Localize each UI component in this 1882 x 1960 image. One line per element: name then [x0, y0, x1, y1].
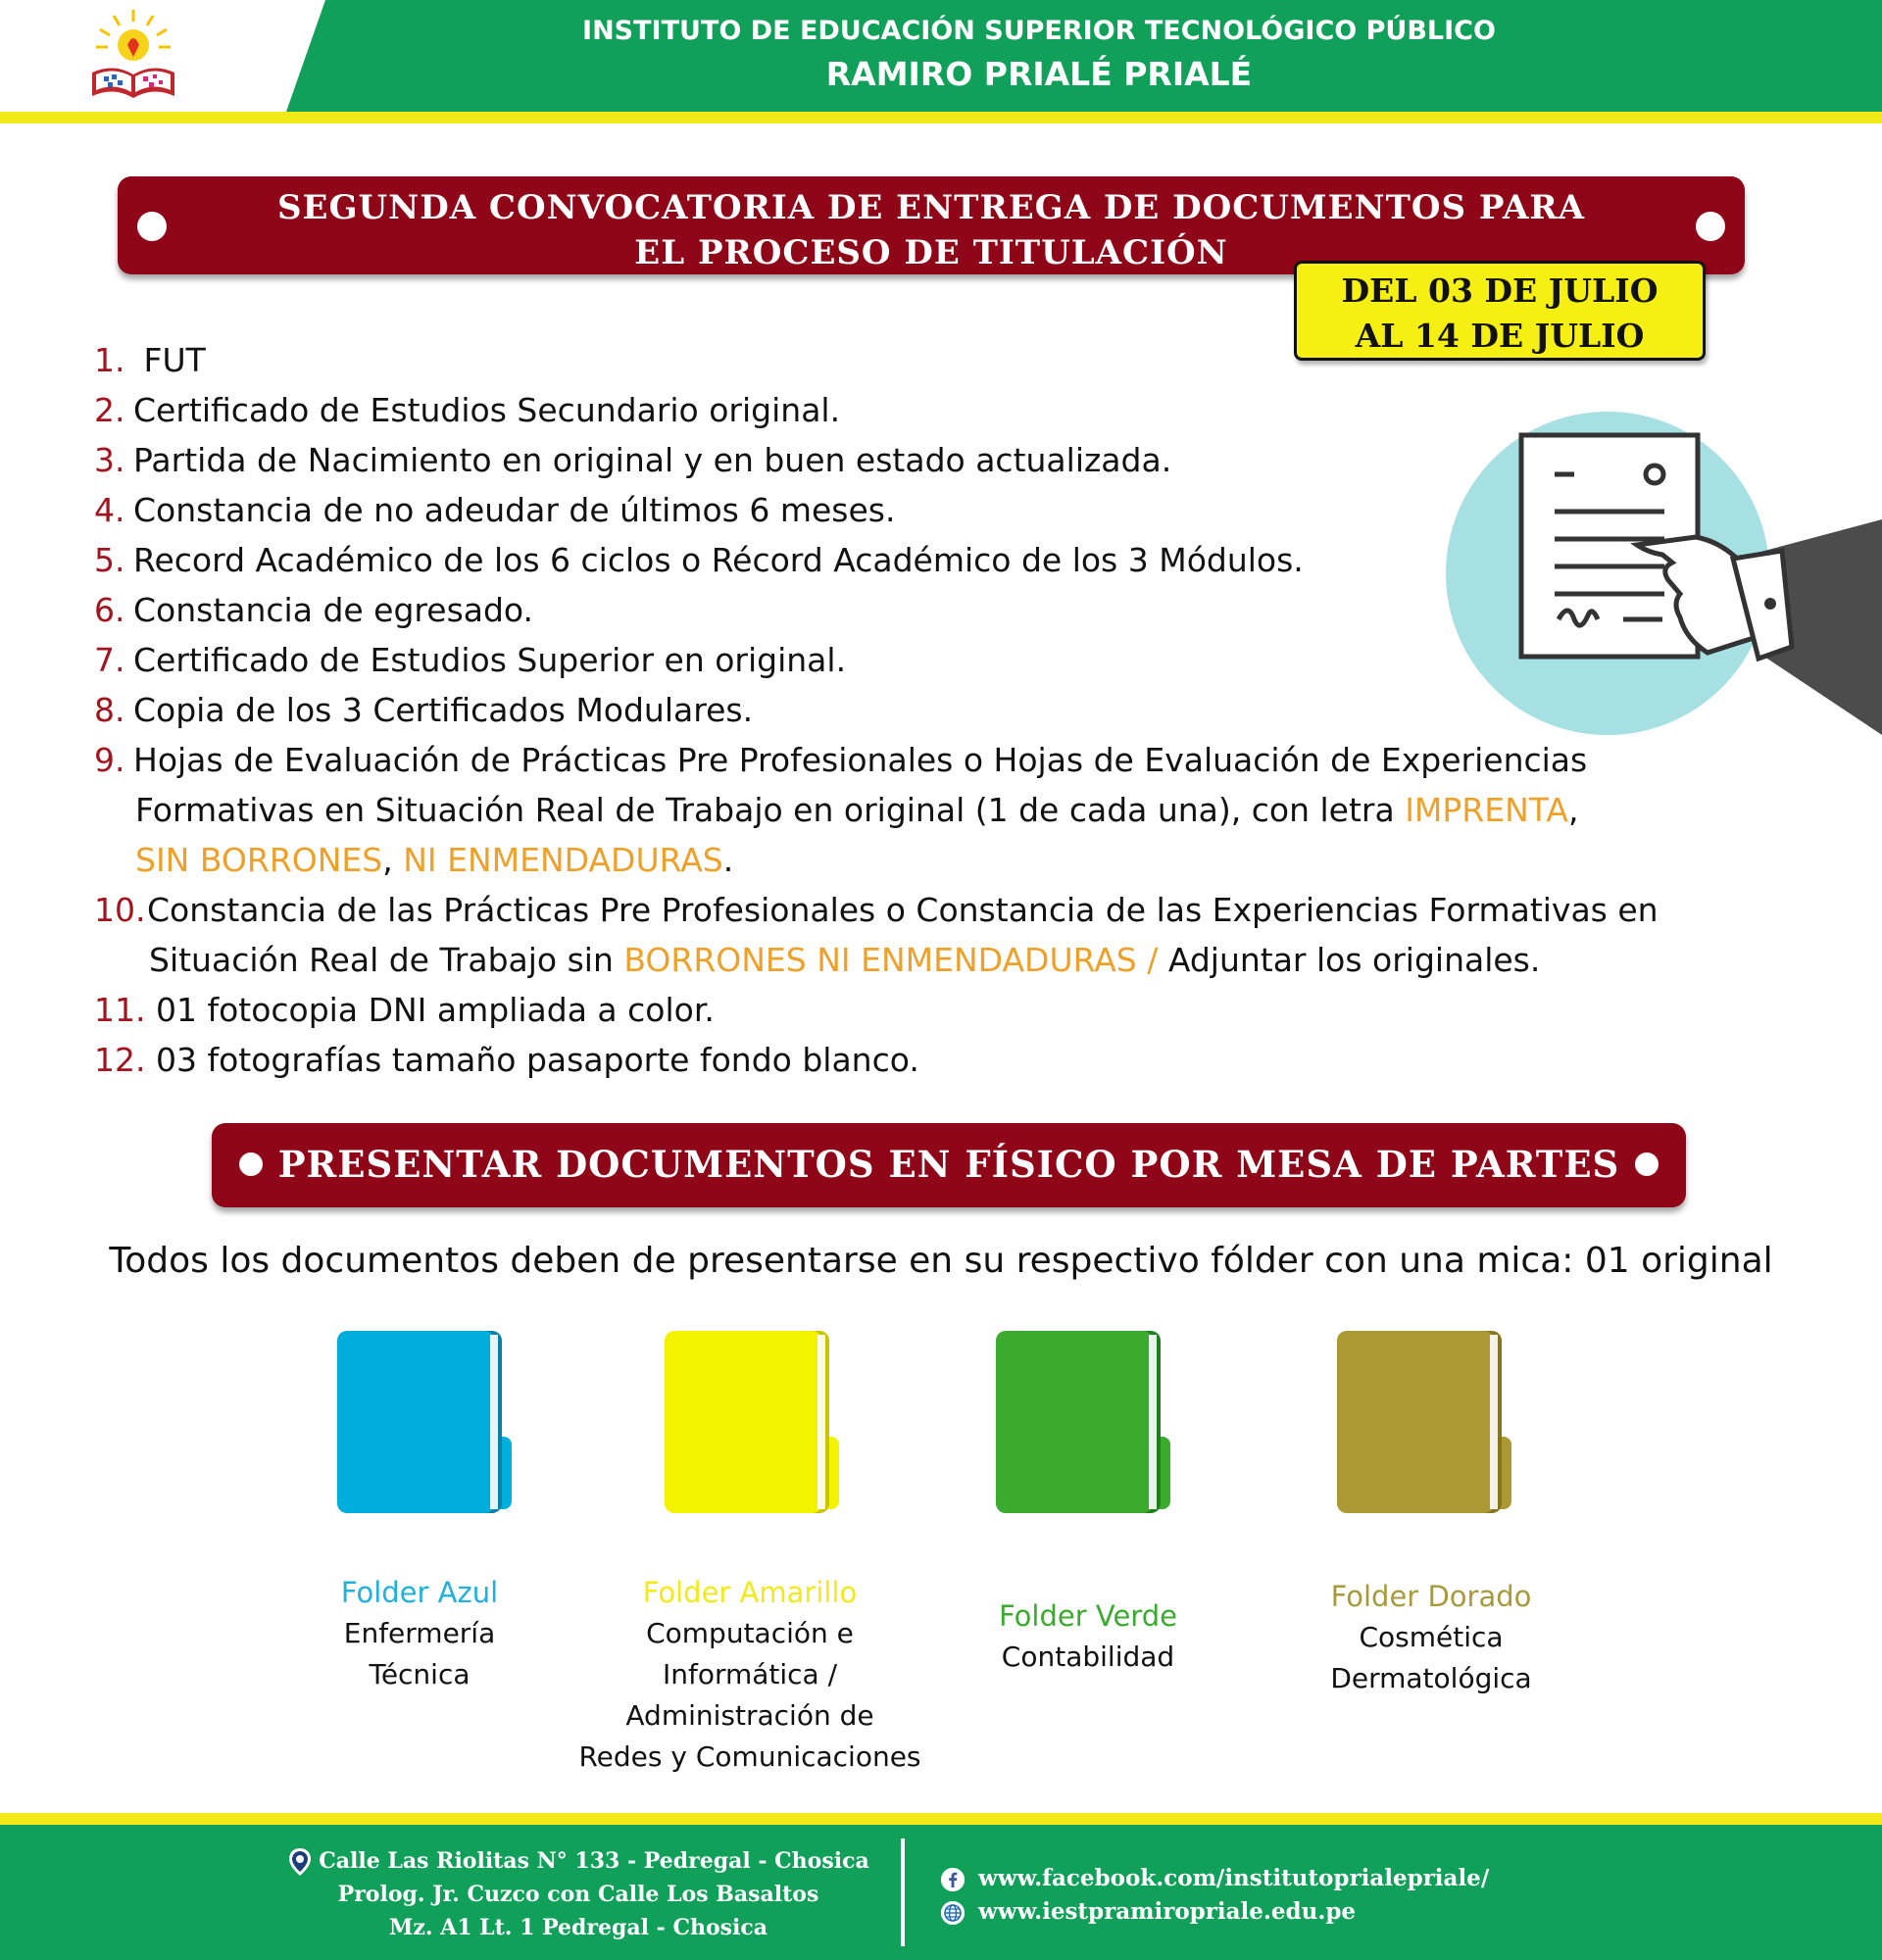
institute-name-line2: RAMIRO PRIALÉ PRIALÉ [825, 55, 1253, 93]
item-text: Copia de los 3 Certificados Modulares. [133, 691, 754, 729]
list-item [94, 535, 1780, 585]
item-number: 2. [94, 391, 125, 429]
item-number: 7. [94, 641, 125, 679]
submission-title: PRESENTAR DOCUMENTOS EN FÍSICO POR MESA DE PARTES [277, 1143, 1620, 1186]
item-number: 4. [94, 491, 125, 529]
location-pin-icon [287, 1847, 313, 1877]
facebook-icon [941, 1868, 965, 1891]
footer-links [941, 1862, 1627, 1929]
folder-program: Informática / [662, 1658, 838, 1690]
folder-label [265, 1572, 574, 1695]
item-continuation [94, 785, 1780, 835]
folder-icon [335, 1329, 521, 1515]
item-text: FUT [143, 341, 206, 379]
item-continuation [94, 935, 1780, 985]
folder-label [1255, 1576, 1608, 1699]
separator-text: , [1567, 791, 1579, 829]
list-item [94, 335, 1780, 385]
folder-name: Folder Amarillo [642, 1576, 858, 1609]
facebook-link-row[interactable] [941, 1862, 1627, 1895]
footer-stripe [0, 1813, 1882, 1825]
facebook-link[interactable]: www.facebook.com/institutoprialepriale/ [978, 1865, 1490, 1891]
item-text: Partida de Nacimiento en original y en buen estado actualizada. [133, 441, 1172, 479]
header-stripe [0, 112, 1882, 123]
website-link-row[interactable] [941, 1895, 1627, 1929]
list-item [94, 485, 1780, 535]
item-number: 6. [94, 591, 125, 629]
folder-program: Enfermería [343, 1617, 496, 1649]
item-text: Situación Real de Trabajo sin [149, 941, 624, 979]
folder-icon [663, 1329, 849, 1515]
item-text: Constancia de egresado. [133, 591, 534, 629]
highlight-text: BORRONES NI ENMENDADURAS / [623, 941, 1159, 979]
item-text: Record Académico de los 6 ciclos o Récord Académico de los 3 Módulos. [133, 541, 1304, 579]
item-number: 10. [94, 891, 146, 929]
title-banner [118, 176, 1745, 274]
folder-name: Folder Azul [340, 1576, 499, 1609]
folder-program: Técnica [369, 1658, 470, 1690]
item-text: Certificado de Estudios Superior en original. [133, 641, 847, 679]
folder-name: Folder Dorado [1330, 1580, 1532, 1613]
list-item [94, 985, 1780, 1035]
list-item [94, 585, 1780, 635]
folder-program: Computación e [646, 1617, 854, 1649]
date-line2: AL 14 DE JULIO [1355, 317, 1645, 355]
footer-address [284, 1844, 872, 1944]
address-line1 [284, 1844, 872, 1878]
item-number: 5. [94, 541, 125, 579]
item-number: 3. [94, 441, 125, 479]
folder-program: Dermatológica [1330, 1662, 1532, 1694]
banner-title-line1: SEGUNDA CONVOCATORIA DE ENTREGA DE DOCUMENTOS PARA [276, 188, 1585, 227]
list-item [94, 735, 1780, 885]
item-number: 11. [94, 991, 146, 1029]
item-number: 8. [94, 691, 125, 729]
item-continuation [94, 835, 1780, 885]
address-line2: Prolog. Jr. Cuzco con Calle Los Basaltos [337, 1882, 819, 1907]
item-text: Formativas en Situación Real de Trabajo en original (1 de cada una), con letra [135, 791, 1406, 829]
list-item [94, 635, 1780, 685]
institute-logo-icon [84, 6, 182, 104]
item-number: 12. [94, 1041, 146, 1079]
item-text: Constancia de no adeudar de últimos 6 meses. [133, 491, 896, 529]
list-item [94, 435, 1780, 485]
folder-program: Contabilidad [1001, 1641, 1175, 1673]
footer-divider [901, 1838, 905, 1946]
requirements-list [94, 335, 1780, 1085]
highlight-text: SIN BORRONES [135, 841, 383, 879]
item-number: 1. [94, 341, 125, 379]
submission-banner [212, 1123, 1686, 1207]
separator-text: , [382, 841, 404, 879]
globe-icon [941, 1901, 965, 1925]
folder-program: Administración de [625, 1699, 874, 1732]
folder-program: Cosmética [1359, 1621, 1504, 1653]
item-text: Constancia de las Prácticas Pre Profesionales o Constancia de las Experiencias Formativas en [147, 891, 1659, 929]
item-number: 9. [94, 741, 125, 779]
highlight-text: NI ENMENDADURAS [403, 841, 723, 879]
folder-notice: Todos los documentos deben de presentarse en su respectivo fólder con una mica: 01 original [109, 1241, 1773, 1281]
item-text: 03 fotografías tamaño pasaporte fondo blanco. [155, 1041, 919, 1079]
list-item [94, 385, 1780, 435]
list-item [94, 685, 1780, 735]
address-text-1: Calle Las Riolitas N° 133 - Pedregal - Chosica [319, 1848, 869, 1874]
highlight-text: IMPRENTA [1405, 791, 1568, 829]
item-text: Hojas de Evaluación de Prácticas Pre Profesionales o Hojas de Evaluación de Experiencias [133, 741, 1588, 779]
folder-label [549, 1572, 951, 1778]
folder-icon [1335, 1329, 1521, 1515]
item-text: Certificado de Estudios Secundario original. [133, 391, 841, 429]
list-item [94, 885, 1780, 985]
address-line3: Mz. A1 Lt. 1 Pedregal - Chosica [388, 1915, 768, 1940]
separator-text: . [722, 841, 734, 879]
date-line1: DEL 03 DE JULIO [1341, 271, 1659, 310]
header [0, 0, 1882, 114]
folder-label [912, 1595, 1264, 1678]
item-text: Adjuntar los originales. [1158, 941, 1541, 979]
website-link[interactable]: www.iestpramiropriale.edu.pe [978, 1898, 1357, 1925]
folder-icon [994, 1329, 1180, 1515]
banner-title-line2: EL PROCESO DE TITULACIÓN [634, 233, 1228, 272]
folder-name: Folder Verde [999, 1599, 1177, 1633]
list-item [94, 1035, 1780, 1085]
folder-program: Redes y Comunicaciones [578, 1740, 921, 1773]
item-text: 01 fotocopia DNI ampliada a color. [155, 991, 715, 1029]
institute-name-line1: INSTITUTO DE EDUCACIÓN SUPERIOR TECNOLÓGICO PÚBLICO [582, 16, 1496, 46]
